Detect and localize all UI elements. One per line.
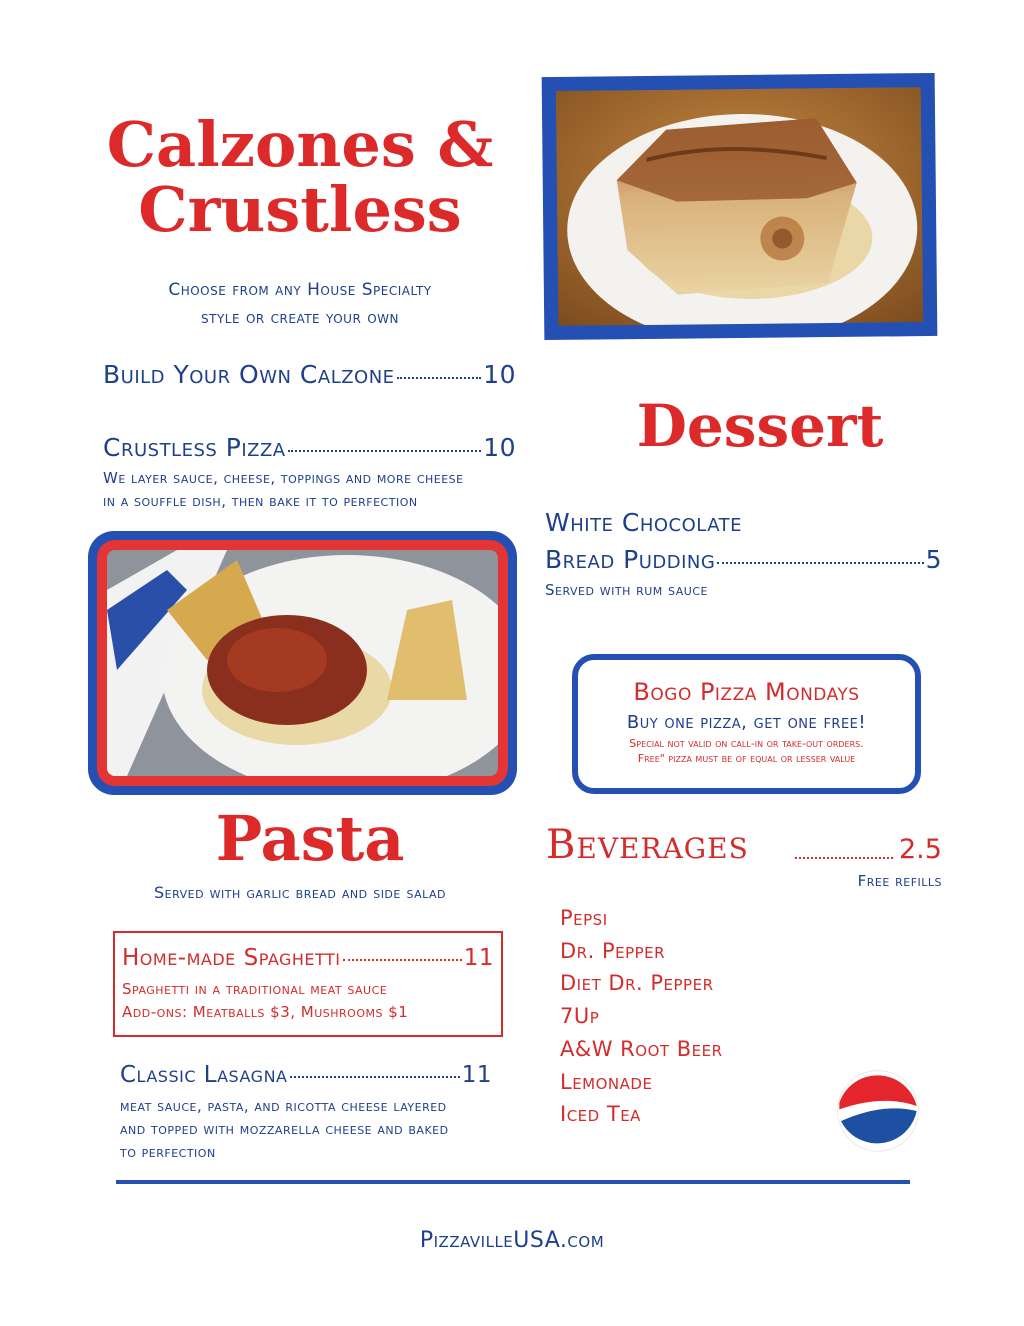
beverages-note: Free refills — [857, 872, 942, 890]
bread-pudding-photo — [542, 73, 938, 340]
beverage-item: Dr. Pepper — [560, 938, 666, 963]
beverage-item: Diet Dr. Pepper — [560, 971, 714, 996]
footer-divider — [116, 1180, 910, 1184]
desc-line: Spaghetti in a traditional meat sauce — [122, 980, 388, 998]
dot-leader — [343, 959, 462, 961]
promo-fine-print-1: Special not valid on call-in or take-out orders. — [629, 737, 864, 750]
item-price: 10 — [483, 360, 516, 389]
promo-fine-print-2: Free" pizza must be of equal or lesser value — [637, 752, 856, 765]
crustless-description — [103, 467, 523, 513]
item-name: Build Your Own Calzone — [103, 360, 395, 389]
menu-item-calzone — [103, 360, 516, 389]
spaghetti-photo — [88, 531, 517, 795]
beverage-list — [560, 902, 723, 1131]
desc-line: Add-ons: Meatballs $3, Mushrooms $1 — [122, 1003, 409, 1021]
beverage-item: Pepsi — [560, 906, 608, 930]
item-name: Home-made Spaghetti — [122, 945, 341, 971]
beverages-price: 2.5 — [899, 834, 942, 865]
dot-leader — [397, 377, 482, 379]
item-name: Bread Pudding — [545, 545, 716, 574]
desc-line: meat sauce, pasta, and ricotta cheese layered — [120, 1097, 447, 1115]
dot-leader — [288, 450, 482, 452]
desc-line: in a souffle dish, then bake it to perfection — [103, 492, 418, 510]
menu-item-crustless — [103, 433, 516, 462]
pasta-title: Pasta — [215, 802, 405, 875]
item-price: 11 — [461, 1062, 492, 1088]
item-name: Crustless Pizza — [103, 433, 286, 462]
dot-leader — [290, 1076, 460, 1078]
item-price: 5 — [925, 545, 942, 574]
desc-line: to perfection — [120, 1143, 216, 1161]
promo-box — [572, 654, 921, 794]
menu-item-lasagna — [120, 1062, 492, 1088]
item-price: 11 — [463, 945, 494, 971]
spaghetti-image — [107, 550, 498, 776]
desc-line: and topped with mozzarella cheese and baked — [120, 1120, 449, 1138]
spaghetti-description — [122, 978, 408, 1024]
dessert-description: Served with rum sauce — [545, 581, 708, 599]
menu-item-bread-pudding — [545, 545, 942, 574]
calzones-subtitle-line1: Choose from any House Specialty — [168, 280, 432, 300]
dessert-item-line1: White Chocolate — [545, 508, 742, 537]
calzones-subtitle — [95, 276, 505, 332]
bread-pudding-image — [556, 87, 923, 326]
promo-headline: Buy one pizza, get one free! — [626, 712, 867, 733]
beverage-item: Iced Tea — [560, 1102, 641, 1127]
spaghetti-box — [113, 931, 503, 1037]
dot-leader — [717, 562, 923, 564]
desc-line: We layer sauce, cheese, toppings and more cheese — [103, 469, 464, 487]
beverage-item: Lemonade — [560, 1069, 653, 1094]
dessert-title: Dessert — [636, 392, 884, 460]
lasagna-description — [120, 1095, 520, 1164]
calzones-title — [95, 108, 505, 247]
item-name: Classic Lasagna — [120, 1062, 288, 1088]
calzones-subtitle-line2: style or create your own — [201, 308, 399, 328]
footer-url[interactable]: PizzavilleUSA.com — [419, 1228, 605, 1253]
promo-title: Bogo Pizza Mondays — [633, 678, 860, 706]
pepsi-logo-icon — [836, 1069, 920, 1153]
calzones-title-line2: Crustless — [138, 173, 462, 247]
beverage-item: 7Up — [560, 1004, 600, 1029]
calzones-title-line1: Calzones & — [106, 108, 494, 181]
item-price: 10 — [483, 433, 516, 462]
pasta-subtitle: Served with garlic bread and side salad — [153, 883, 447, 902]
beverages-dot-leader — [795, 857, 893, 859]
menu-item-spaghetti — [122, 945, 494, 971]
beverages-title: Beverages — [546, 822, 749, 868]
beverage-item: A&W Root Beer — [560, 1036, 723, 1061]
